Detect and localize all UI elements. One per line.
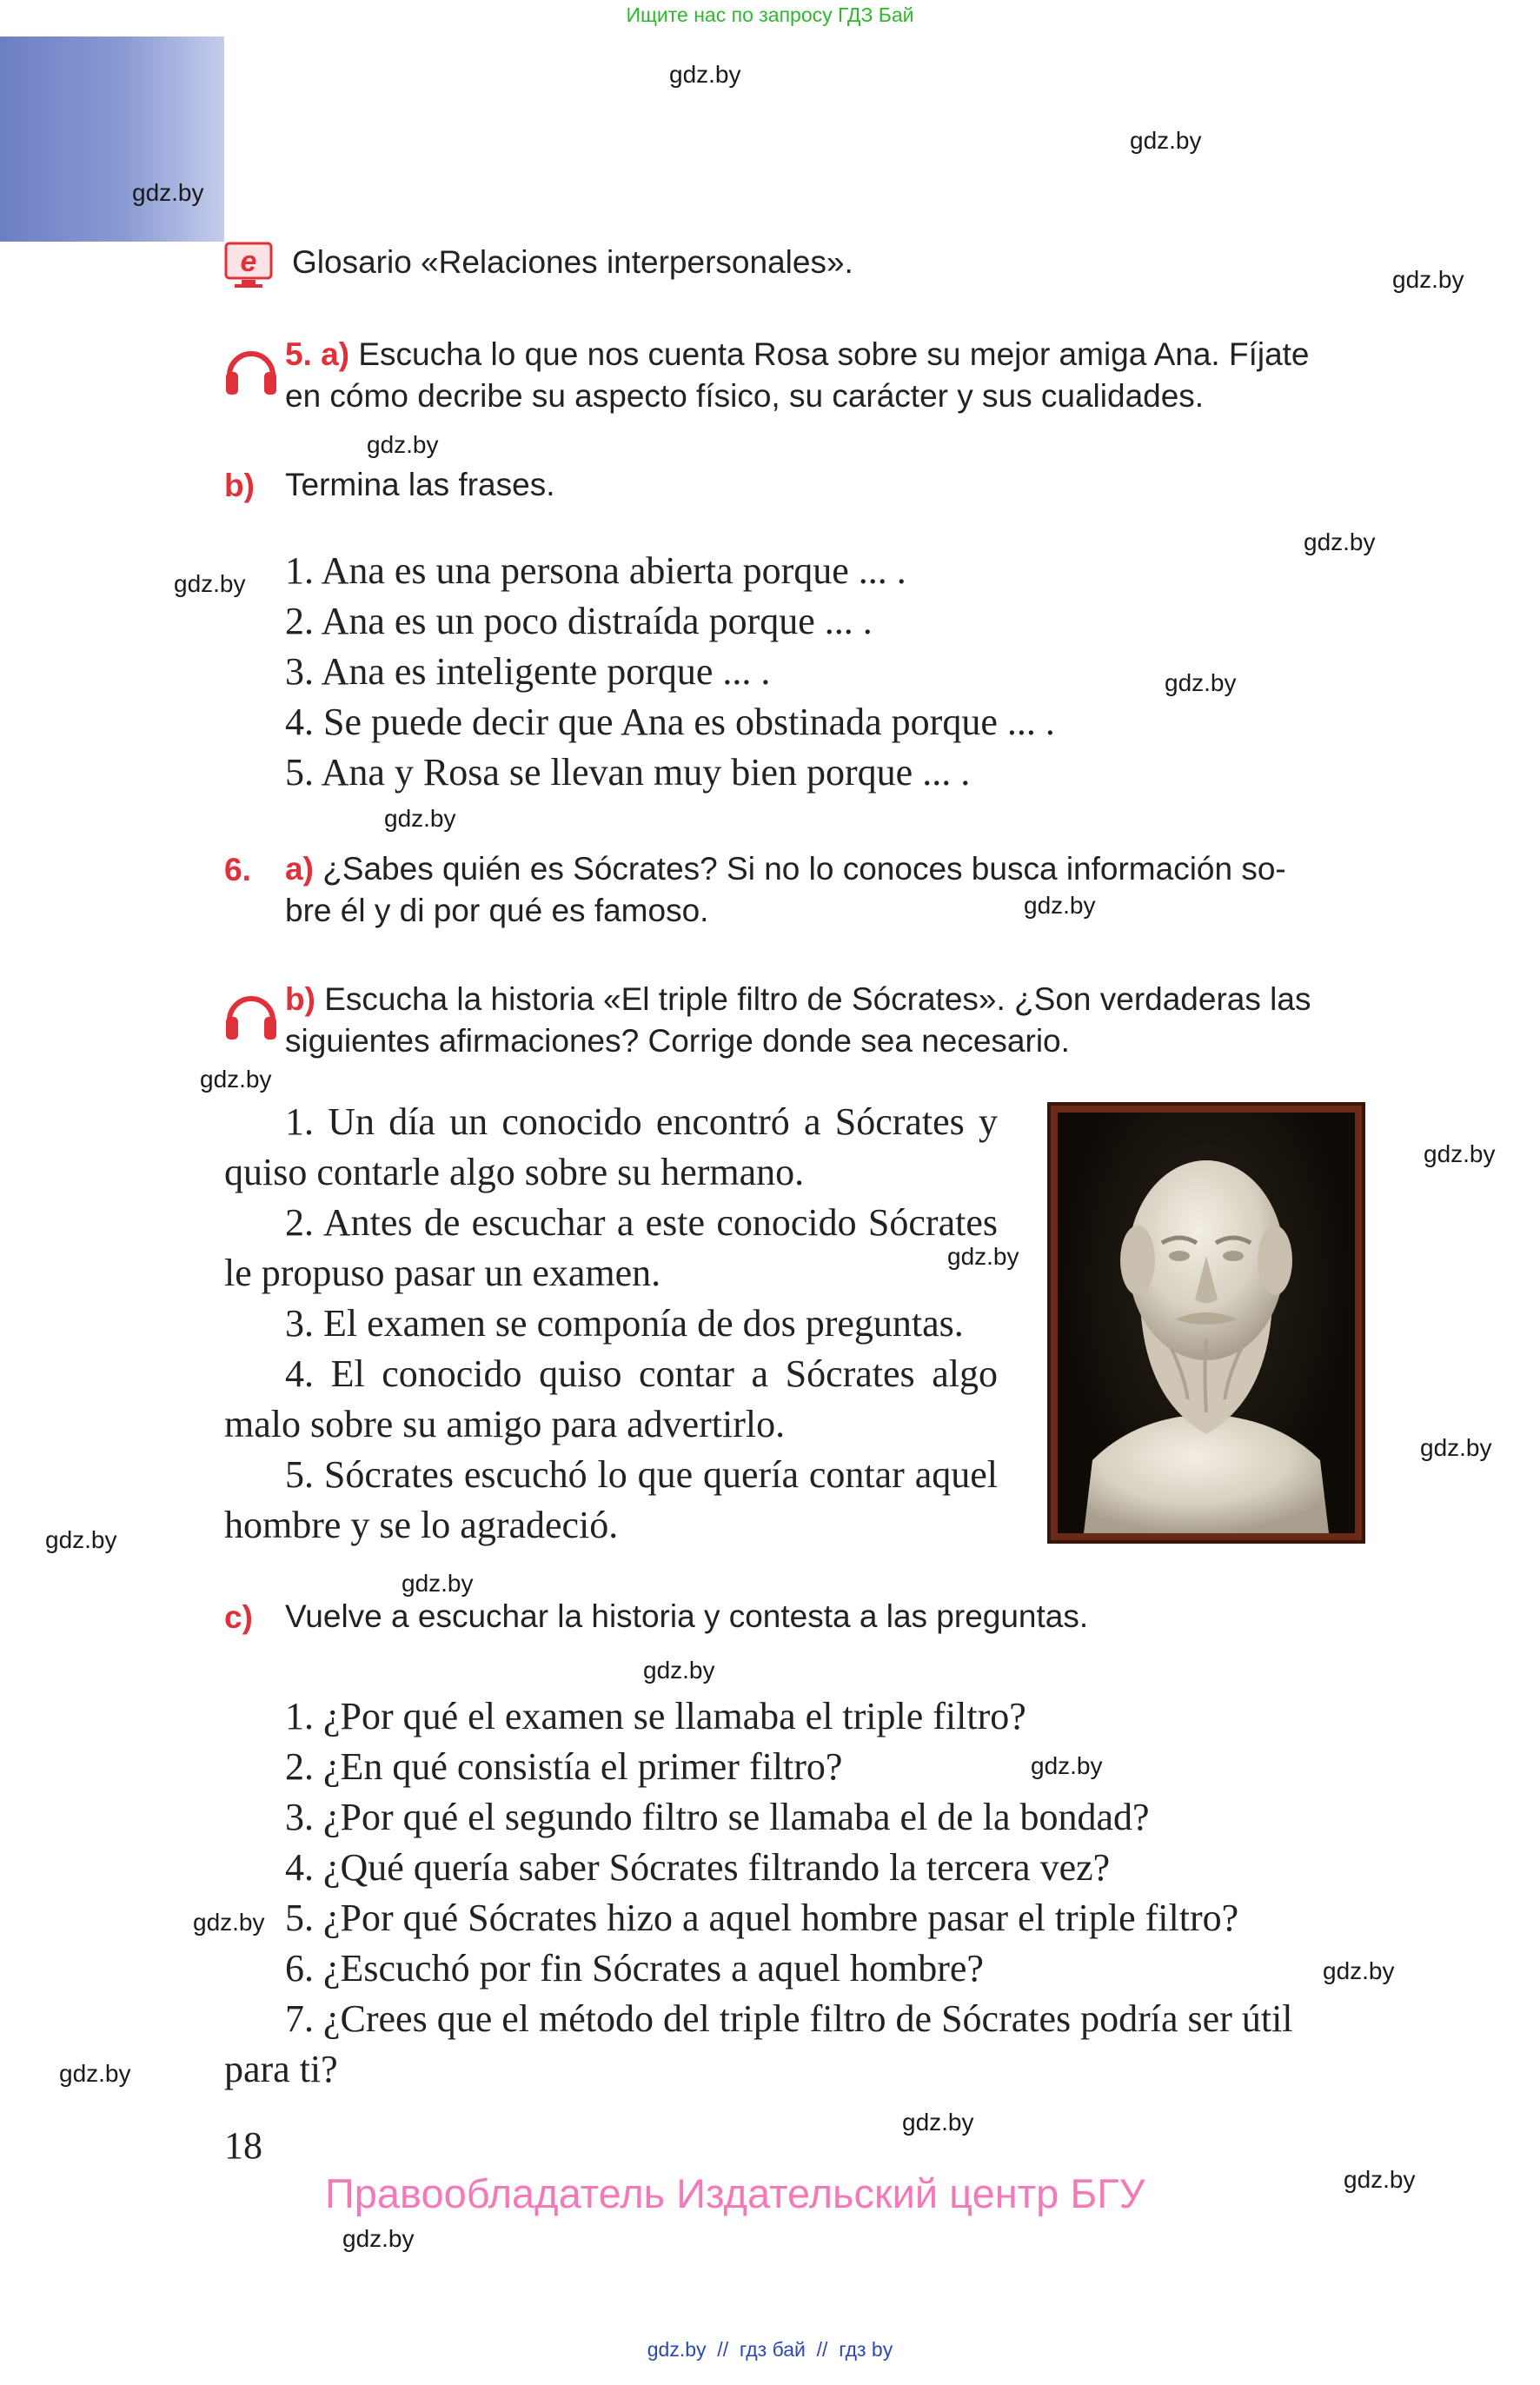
ex6-b-text-line1: Escucha la historia «El triple filtro de Sócrates». ¿Son verdaderas las (324, 981, 1311, 1017)
watermark: gdz.by (1323, 1957, 1395, 1984)
watermark: gdz.by (200, 1066, 272, 1093)
ex6-a-label: a) (285, 851, 314, 887)
ex6-question: 1. ¿Por qué el examen se llamaba el triple filtro? (285, 1695, 1026, 1737)
watermark: gdz.by (193, 1909, 265, 1936)
ex6-statement: 1. Un día un conocido encontró a Sócrates y quiso contarle algo sobre su hermano. (224, 1100, 998, 1193)
watermark: gdz.by (402, 1570, 474, 1597)
ex6-b-label: b) (285, 981, 315, 1017)
watermark: gdz.by (1130, 127, 1202, 154)
ex5-sentence: 1. Ana es una persona abierta porque ... . (285, 549, 906, 592)
top-banner[interactable]: Ищите нас по запросу ГДЗ Бай (626, 3, 914, 26)
ex5-sentence: 3. Ana es inteligente porque ... . (285, 650, 771, 693)
watermark: gdz.by (1344, 2166, 1416, 2193)
watermark: gdz.by (1031, 1752, 1103, 1779)
ex6-question: 6. ¿Escuchó por fin Sócrates a aquel hombre? (285, 1947, 984, 1990)
ex6-question: 2. ¿En qué consistía el primer filtro? (285, 1745, 843, 1788)
ex5-sentence: 4. Se puede decir que Ana es obstinada porque ... . (285, 701, 1055, 743)
ex6-question: 4. ¿Qué quería saber Sócrates filtrando la tercera vez? (285, 1846, 1111, 1889)
watermark: gdz.by (59, 2060, 131, 2087)
watermark: gdz.by (1165, 669, 1237, 696)
watermark: gdz.by (132, 179, 204, 206)
glossary-text: Glosario «Relaciones interpersonales». (292, 244, 853, 280)
ex6-question: 3. ¿Por qué el segundo filtro se llamaba el de la bondad? (285, 1796, 1150, 1838)
watermark: gdz.by (947, 1243, 1019, 1270)
ex6-question: 5. ¿Por qué Sócrates hizo a aquel hombre pasar el triple filtro? (285, 1897, 1239, 1939)
ex5-a-text-line1: Escucha lo que nos cuenta Rosa sobre su mejor amiga Ana. Fíjate (358, 336, 1310, 372)
watermark: gdz.by (174, 570, 246, 597)
ex6-statement: 5. Sócrates escuchó lo que quería contar aquel hombre y se lo agradeció. (224, 1453, 998, 1546)
ex5-a-text-line2: en cómo decribe su aspecto físico, su carácter y sus cualidades. (285, 378, 1205, 414)
watermark: gdz.by (342, 2225, 415, 2252)
ex6-c-label: c) (224, 1599, 253, 1635)
ex5-a-instruction (285, 334, 1380, 417)
ex6-b-text-line2: siguientes afirmaciones? Corrige donde sea necesario. (285, 1023, 1070, 1059)
watermark: gdz.by (1024, 892, 1096, 919)
watermark: gdz.by (669, 61, 741, 88)
watermark: gdz.by (643, 1657, 715, 1684)
socrates-bust-picture (1058, 1113, 1355, 1533)
watermark: gdz.by (1392, 266, 1464, 293)
ex6-statements (224, 1097, 998, 1551)
e-icon-letter: e (240, 245, 257, 278)
ex6-statement: 4. El conocido quiso contar a Sócrates algo malo sobre su amigo para advertirlo. (224, 1352, 998, 1445)
ex5-sentence: 5. Ana y Rosa se llevan muy bien porque ... . (285, 751, 971, 794)
e-resource-icon (224, 242, 273, 290)
ex6-question-7-line1: 7. ¿Crees que el método del triple filtro de Sócrates podría ser útil (285, 1997, 1293, 2040)
ex6-a-text-line2: bre él y di por qué es famoso. (285, 893, 709, 928)
page-number: 18 (224, 2124, 262, 2167)
copyright-notice: Правообладатель Издательский центр БГУ (325, 2170, 1145, 2216)
watermark: gdz.by (45, 1526, 117, 1553)
watermark: gdz.by (367, 431, 439, 458)
watermark: gdz.by (384, 805, 456, 832)
ex6-statement: 2. Antes de escuchar a este conocido Sócrates le propuso pasar un examen. (224, 1201, 998, 1294)
watermark: gdz.by (902, 2109, 974, 2136)
bust-illustration (1058, 1113, 1355, 1533)
ex6-a-instruction (285, 848, 1380, 932)
socrates-bust-image (1047, 1102, 1365, 1544)
footer-links[interactable]: gdz.by // гдз бай // гдз by (647, 2338, 893, 2361)
ex6-question-7-line2: para ti? (224, 2048, 338, 2090)
watermark: gdz.by (1424, 1140, 1496, 1167)
ex5-number-label: 5. a) (285, 336, 350, 372)
ex5-b-label: b) (224, 468, 255, 503)
headphones-icon (222, 341, 280, 398)
ex5-b-instruction: Termina las frases. (285, 467, 555, 502)
ex6-a-text-line1: ¿Sabes quién es Sócrates? Si no lo conoces busca información so- (322, 851, 1286, 887)
ex6-number: 6. (224, 852, 251, 887)
corner-decoration (0, 37, 224, 242)
ex6-c-instruction: Vuelve a escuchar la historia y contesta a las preguntas. (285, 1598, 1089, 1634)
ex6-b-instruction (285, 979, 1380, 1062)
ex5-sentence: 2. Ana es un poco distraída porque ... . (285, 600, 873, 642)
watermark: gdz.by (1304, 528, 1376, 555)
ex6-statement: 3. El examen se componía de dos preguntas. (285, 1302, 964, 1345)
watermark: gdz.by (1420, 1434, 1492, 1461)
headphones-icon (222, 986, 280, 1043)
